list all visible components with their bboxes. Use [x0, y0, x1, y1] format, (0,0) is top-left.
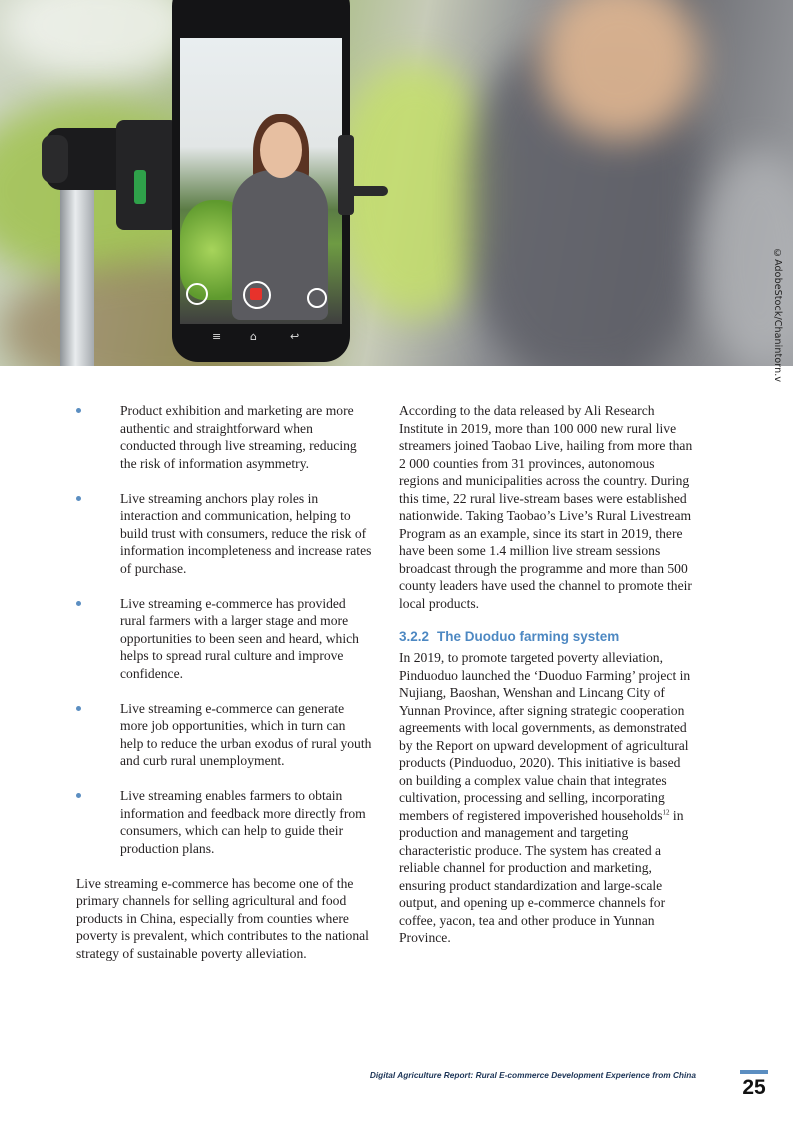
bullet-icon	[76, 408, 81, 413]
bullet-icon	[76, 601, 81, 606]
photo-credit: ©AdobeStock/Chanintorn.v	[772, 248, 783, 383]
list-item-text: Live streaming enables farmers to obtain information and feedback more directly from consumers, which can help to guide their production plans.	[120, 788, 366, 856]
list-item	[76, 402, 372, 472]
bullet-icon	[76, 793, 81, 798]
tripod-knob	[42, 135, 68, 183]
section-title: The Duoduo farming system	[437, 629, 620, 644]
list-item-text: Product exhibition and marketing are more authentic and straightforward when conducted through live streaming, reducing the risk of information asymmetry.	[120, 403, 357, 471]
bullet-icon	[76, 706, 81, 711]
list-item-text: Live streaming e-commerce can generate more job opportunities, which in turn can help to reduce the urban exodus of rural youth and curb rural unemployment.	[120, 700, 372, 768]
list-item	[76, 490, 372, 578]
phone-clamp-left	[116, 120, 178, 230]
body-paragraph: According to the data released by Ali Research Institute in 2019, more than 100 000 new rural live streamers joined Taobao Live, hailing from more than 2 000 counties from 31 provinces, autonomous regions and municipalities across the country. During this time, 22 rural live-stream bases were established nationwide. Taking Taobao’s Live’s Rural Livestream Program as an example, since its start in 2019, there have been some 1.4 million live stream sessions broadcast through the programme and more than 500 county leaders have used the channel to promote their local products.	[399, 403, 693, 611]
streamer-face	[260, 122, 302, 178]
pause-icon	[307, 288, 327, 308]
hero-photo	[0, 0, 793, 383]
list-item	[76, 787, 372, 857]
paragraph-text: in production and management and targeting characteristic produce. The system has created a reliable channel for production and marketing, ensuring product standardization and large-scale output, and opening up e-commerce channels for coffee, yacon, tea and other produce in Yunnan Province.	[399, 807, 684, 945]
right-column	[399, 402, 695, 947]
background-blur	[0, 0, 200, 80]
menu-icon: ≡	[212, 330, 222, 343]
body-paragraph	[399, 649, 695, 947]
list-item	[76, 595, 372, 683]
bullet-icon	[76, 496, 81, 501]
clamp-arm	[340, 186, 388, 196]
footnote-reference[interactable]: 12	[662, 807, 670, 816]
section-heading	[399, 628, 695, 645]
phone-clamp-right	[338, 135, 354, 215]
back-icon: ↩	[290, 330, 300, 343]
paragraph-text: In 2019, to promote targeted poverty alleviation, Pinduoduo launched the ‘Duoduo Farming’ project in Nujiang, Baoshan, Wenshan and Lincang City of Yunnan Province, after signing strategic cooperation agreements with local governments, as demonstrated by the Report on upward development of agricultural products (Pinduoduo, 2020). This initiative is based on building a complex value chain that integrates cultivation, processing and selling, incorporating members of registered impoverished households	[399, 650, 691, 823]
record-dot-icon	[250, 288, 262, 300]
left-column	[76, 402, 372, 962]
section-number: 3.2.2	[399, 629, 430, 644]
list-item-text: Live streaming anchors play roles in interaction and communication, helping to build trust with consumers, reduce the risk of information incompleteness and increase rates of purchase.	[120, 490, 372, 576]
body-paragraph: Live streaming e-commerce has become one of the primary channels for selling agricultural and food products in China, especially from counties where poverty is prevalent, which contributes to the national strategy of sustainable poverty alleviation.	[76, 875, 369, 961]
list-item-text: Live streaming e-commerce has provided rural farmers with a larger stage and more opportunities to been seen and heard, which helps to spread rural culture and improve confidence.	[120, 595, 359, 681]
list-item	[76, 700, 372, 770]
benefits-list	[76, 402, 372, 857]
phone-nav-bar	[180, 324, 342, 358]
page-number: 25	[742, 1076, 766, 1099]
camera-left-icon	[186, 283, 208, 305]
clamp-indicator	[134, 170, 146, 204]
page-number-bar	[740, 1070, 768, 1074]
home-icon: ⌂	[250, 330, 257, 343]
running-footer: Digital Agriculture Report: Rural E-commerce Development Experience from China	[369, 1070, 696, 1080]
